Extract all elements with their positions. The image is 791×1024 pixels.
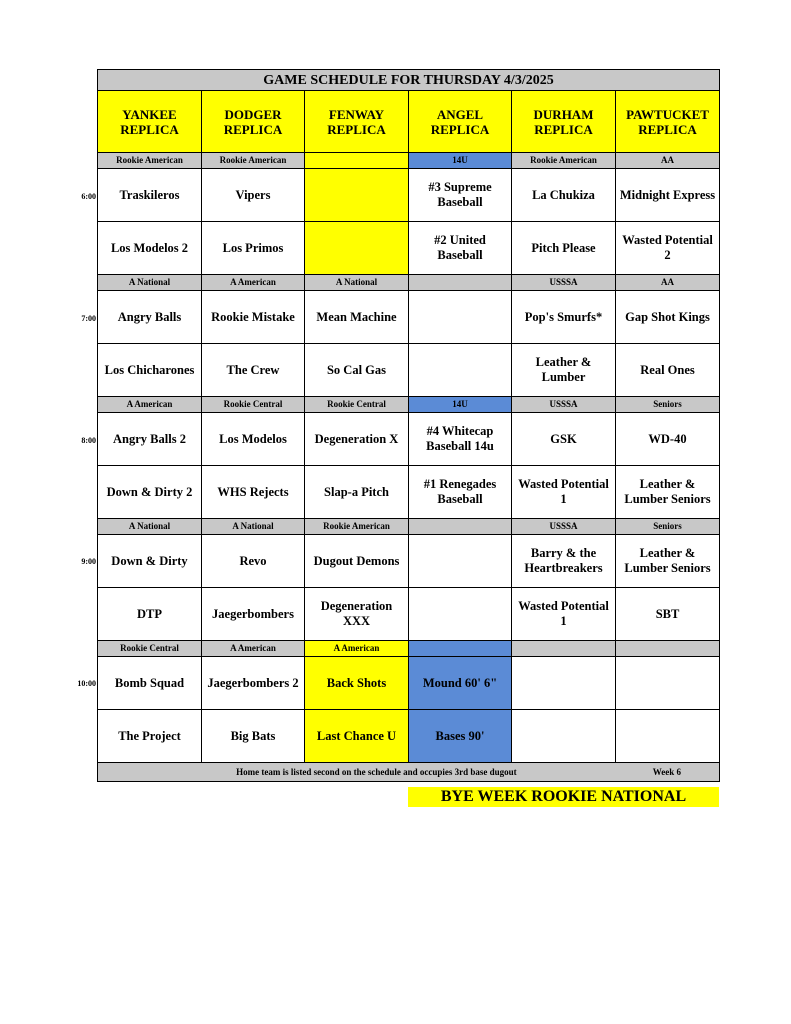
team-cell: Wasted Potential 1	[512, 466, 616, 519]
team-cell: Mound 60' 6"	[409, 657, 512, 710]
time-label: 9:00	[81, 557, 96, 566]
division-label: USSSA	[512, 397, 616, 413]
footer-note: Home team is listed second on the schedule and occupies 3rd base dugout	[236, 766, 517, 777]
team-cell: Angry Balls	[98, 291, 202, 344]
team-cell	[305, 222, 409, 275]
team-cell: Pitch Please	[512, 222, 616, 275]
team-cell	[616, 657, 720, 710]
division-label: 14U	[409, 397, 512, 413]
game-row-bottom	[98, 344, 720, 397]
team-cell: GSK	[512, 413, 616, 466]
division-label: A American	[202, 641, 305, 657]
field-header-row	[98, 91, 720, 153]
field-header: PAWTUCKET REPLICA	[616, 91, 720, 153]
team-cell: Back Shots	[305, 657, 409, 710]
schedule-title: GAME SCHEDULE FOR THURSDAY 4/3/2025	[98, 70, 720, 91]
division-label: USSSA	[512, 275, 616, 291]
team-cell: Leather & Lumber Seniors	[616, 535, 720, 588]
team-cell: Jaegerbombers 2	[202, 657, 305, 710]
team-cell	[616, 710, 720, 763]
team-cell: Revo	[202, 535, 305, 588]
field-header: DURHAM REPLICA	[512, 91, 616, 153]
division-label: A American	[98, 397, 202, 413]
team-cell: Leather & Lumber	[512, 344, 616, 397]
schedule-table	[97, 69, 720, 782]
game-row-bottom	[98, 222, 720, 275]
team-cell: Bomb Squad	[98, 657, 202, 710]
team-cell: Los Modelos 2	[98, 222, 202, 275]
division-row	[98, 153, 720, 169]
field-header: DODGER REPLICA	[202, 91, 305, 153]
team-cell: #3 Supreme Baseball	[409, 169, 512, 222]
team-cell: DTP	[98, 588, 202, 641]
team-cell: Big Bats	[202, 710, 305, 763]
team-cell	[409, 535, 512, 588]
footer-row	[98, 763, 720, 782]
division-label: Rookie American	[305, 519, 409, 535]
division-label	[616, 641, 720, 657]
team-cell: Los Modelos	[202, 413, 305, 466]
bye-week-banner: BYE WEEK ROOKIE NATIONAL	[408, 787, 719, 807]
team-cell: Wasted Potential 2	[616, 222, 720, 275]
game-row-bottom	[98, 466, 720, 519]
division-label: A American	[305, 641, 409, 657]
team-cell: Midnight Express	[616, 169, 720, 222]
division-label: Rookie American	[202, 153, 305, 169]
game-row-top	[98, 169, 720, 222]
time-label: 6:00	[81, 192, 96, 201]
division-label: USSSA	[512, 519, 616, 535]
division-label	[409, 519, 512, 535]
team-cell	[512, 657, 616, 710]
week-label: Week 6	[652, 766, 682, 777]
game-row-top	[98, 535, 720, 588]
team-cell	[512, 710, 616, 763]
division-row	[98, 397, 720, 413]
team-cell: Degeneration X	[305, 413, 409, 466]
division-label: A American	[202, 275, 305, 291]
team-cell	[305, 169, 409, 222]
team-cell: #4 Whitecap Baseball 14u	[409, 413, 512, 466]
division-row	[98, 519, 720, 535]
division-label: AA	[616, 153, 720, 169]
team-cell: Angry Balls 2	[98, 413, 202, 466]
team-cell: Slap-a Pitch	[305, 466, 409, 519]
division-label: Seniors	[616, 519, 720, 535]
division-label: Rookie Central	[202, 397, 305, 413]
game-row-top	[98, 413, 720, 466]
field-header: FENWAY REPLICA	[305, 91, 409, 153]
team-cell: Traskileros	[98, 169, 202, 222]
team-cell: Down & Dirty 2	[98, 466, 202, 519]
team-cell: So Cal Gas	[305, 344, 409, 397]
team-cell: Mean Machine	[305, 291, 409, 344]
team-cell: Down & Dirty	[98, 535, 202, 588]
field-header: YANKEE REPLICA	[98, 91, 202, 153]
team-cell	[409, 344, 512, 397]
division-label: Rookie Central	[98, 641, 202, 657]
team-cell	[409, 588, 512, 641]
team-cell: Last Chance U	[305, 710, 409, 763]
team-cell: Jaegerbombers	[202, 588, 305, 641]
team-cell: Barry & the Heartbreakers	[512, 535, 616, 588]
team-cell: Rookie Mistake	[202, 291, 305, 344]
team-cell: WD-40	[616, 413, 720, 466]
team-cell: Dugout Demons	[305, 535, 409, 588]
division-label: A National	[98, 275, 202, 291]
team-cell: Vipers	[202, 169, 305, 222]
time-label: 8:00	[81, 436, 96, 445]
division-label: Rookie American	[512, 153, 616, 169]
division-label	[305, 153, 409, 169]
division-label: A National	[202, 519, 305, 535]
team-cell: Bases 90'	[409, 710, 512, 763]
team-cell: SBT	[616, 588, 720, 641]
team-cell: Real Ones	[616, 344, 720, 397]
division-label: Rookie American	[98, 153, 202, 169]
team-cell: #2 United Baseball	[409, 222, 512, 275]
team-cell: Degeneration XXX	[305, 588, 409, 641]
division-row	[98, 641, 720, 657]
team-cell: Leather & Lumber Seniors	[616, 466, 720, 519]
time-label: 7:00	[81, 314, 96, 323]
team-cell	[409, 291, 512, 344]
team-cell: Gap Shot Kings	[616, 291, 720, 344]
team-cell: #1 Renegades Baseball	[409, 466, 512, 519]
team-cell: Los Primos	[202, 222, 305, 275]
division-row	[98, 275, 720, 291]
team-cell: Pop's Smurfs*	[512, 291, 616, 344]
division-label	[512, 641, 616, 657]
division-label: A National	[305, 275, 409, 291]
team-cell: The Project	[98, 710, 202, 763]
division-label: A National	[98, 519, 202, 535]
footer-cell	[98, 763, 720, 782]
time-label: 10:00	[77, 679, 96, 688]
game-row-bottom	[98, 588, 720, 641]
game-row-top	[98, 291, 720, 344]
title-row	[98, 70, 720, 91]
field-header: ANGEL REPLICA	[409, 91, 512, 153]
division-label: Rookie Central	[305, 397, 409, 413]
team-cell: Wasted Potential 1	[512, 588, 616, 641]
division-label: 14U	[409, 153, 512, 169]
game-row-top	[98, 657, 720, 710]
team-cell: La Chukiza	[512, 169, 616, 222]
team-cell: The Crew	[202, 344, 305, 397]
division-label: Seniors	[616, 397, 720, 413]
division-label	[409, 275, 512, 291]
team-cell: Los Chicharones	[98, 344, 202, 397]
division-label: AA	[616, 275, 720, 291]
team-cell: WHS Rejects	[202, 466, 305, 519]
division-label	[409, 641, 512, 657]
game-row-bottom	[98, 710, 720, 763]
